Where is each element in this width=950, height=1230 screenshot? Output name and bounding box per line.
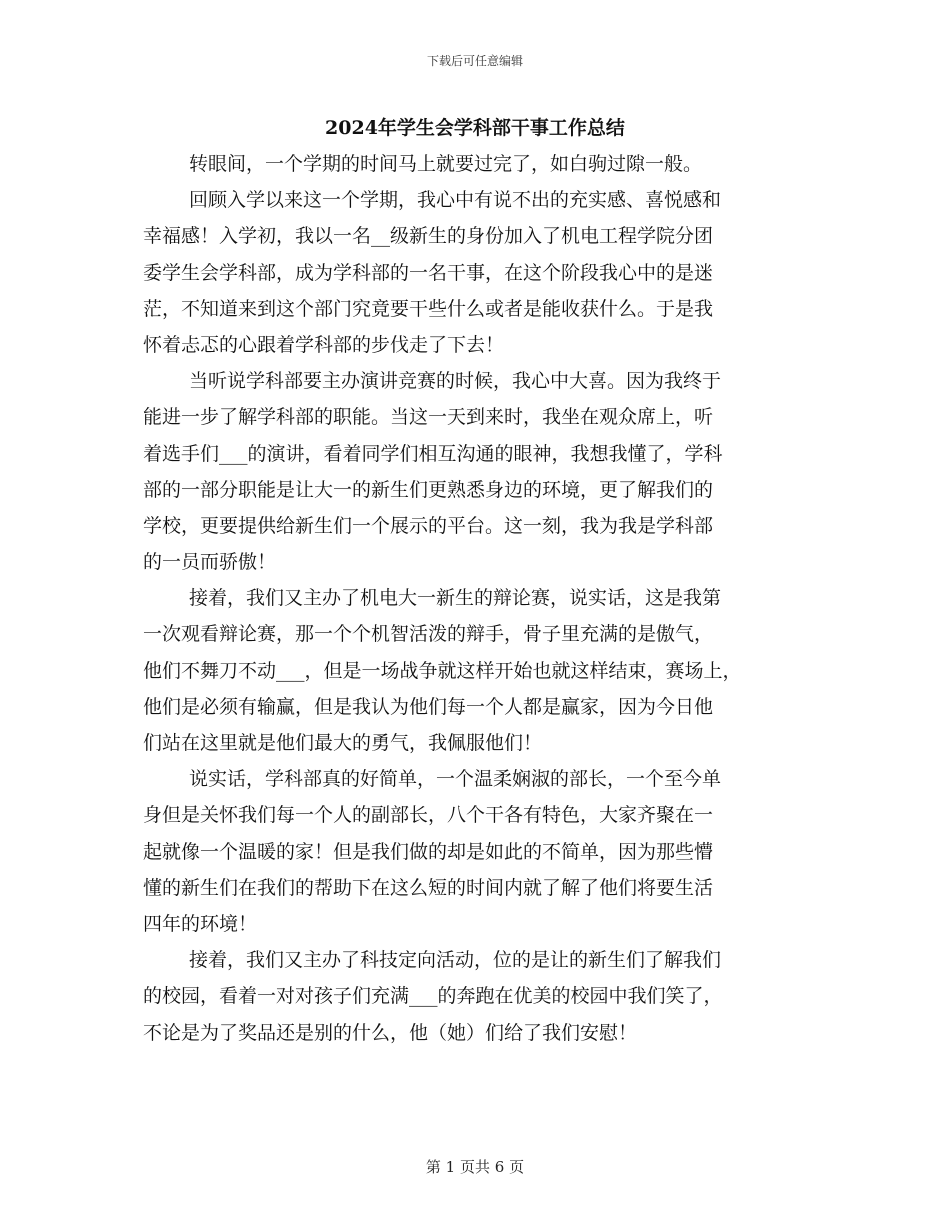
text-line: 学校，更要提供给新生们一个展示的平台。这一刻，我为我是学科部: [143, 514, 714, 537]
text-line: 怀着忐忑的心跟着学科部的步伐走了下去！: [143, 333, 505, 356]
text-line: 接着，我们又主办了科技定向活动，位的是让的新生们了解我们: [189, 949, 722, 972]
text-line: 着选手们___的演讲，看着同学们相互沟通的眼神，我想我懂了，学科: [143, 442, 723, 465]
text-line: 不论是为了奖品还是别的什么，他（她）们给了我们安慰！: [143, 1021, 638, 1044]
text-line: 身但是关怀我们每一个人的副部长，八个干各有特色，大家齐聚在一: [143, 804, 714, 827]
text-line: 当听说学科部要主办演讲竞赛的时候，我心中大喜。因为我终于: [189, 370, 722, 393]
text-line: 的一员而骄傲！: [143, 551, 277, 574]
text-line: 幸福感！入学初，我以一名__级新生的身份加入了机电工程学院分团: [143, 225, 714, 248]
text-line: 部的一部分职能是让大一的新生们更熟悉身边的环境，更了解我们的: [143, 478, 714, 501]
text-line: 四年的环境！: [143, 912, 258, 935]
text-line: 懂的新生们在我们的帮助下在这么短的时间内就了解了他们将要生活: [143, 876, 714, 899]
text-line: 的校园，看着一对对孩子们充满___的奔跑在优美的校园中我们笑了，: [143, 985, 723, 1008]
text-line: 说实话，学科部真的好简单，一个温柔娴淑的部长，一个至今单: [189, 768, 722, 791]
text-line: 他们不舞刀不动___，但是一场战争就这样开始也就这样结束，赛场上，: [143, 659, 742, 682]
document-body: [143, 150, 823, 1055]
text-line: 转眼间，一个学期的时间马上就要过完了，如白驹过隙一般。: [189, 153, 703, 175]
text-line: 能进一步了解学科部的职能。当这一天到来时，我坐在观众席上，听: [143, 406, 714, 429]
text-line: 回顾入学以来这一个学期，我心中有说不出的充实感、喜悦感和: [189, 189, 722, 212]
text-line: 委学生会学科部，成为学科部的一名干事，在这个阶段我心中的是迷: [143, 261, 714, 284]
text-line: 一次观看辩论赛，那一个个机智活泼的辩手，骨子里充满的是傲气，: [143, 623, 714, 646]
text-line: 接着，我们又主办了机电大一新生的辩论赛，说实话，这是我第: [189, 587, 722, 610]
page-footer: 第 1 页共 6 页: [425, 1158, 525, 1176]
text-line: 们站在这里就是他们最大的勇气，我佩服他们！: [143, 732, 543, 754]
text-line: 他们是必须有输赢，但是我认为他们每一个人都是赢家，因为今日他: [143, 695, 714, 718]
text-line: 起就像一个温暖的家！但是我们做的却是如此的不简单，因为那些懵: [143, 840, 714, 863]
document-title: 2024年学生会学科部干事工作总结: [325, 117, 625, 139]
text-line: 茫，不知道来到这个部门究竟要干些什么或者是能收获什么。于是我: [143, 297, 714, 320]
page-header: 下载后可任意编辑: [426, 54, 523, 68]
